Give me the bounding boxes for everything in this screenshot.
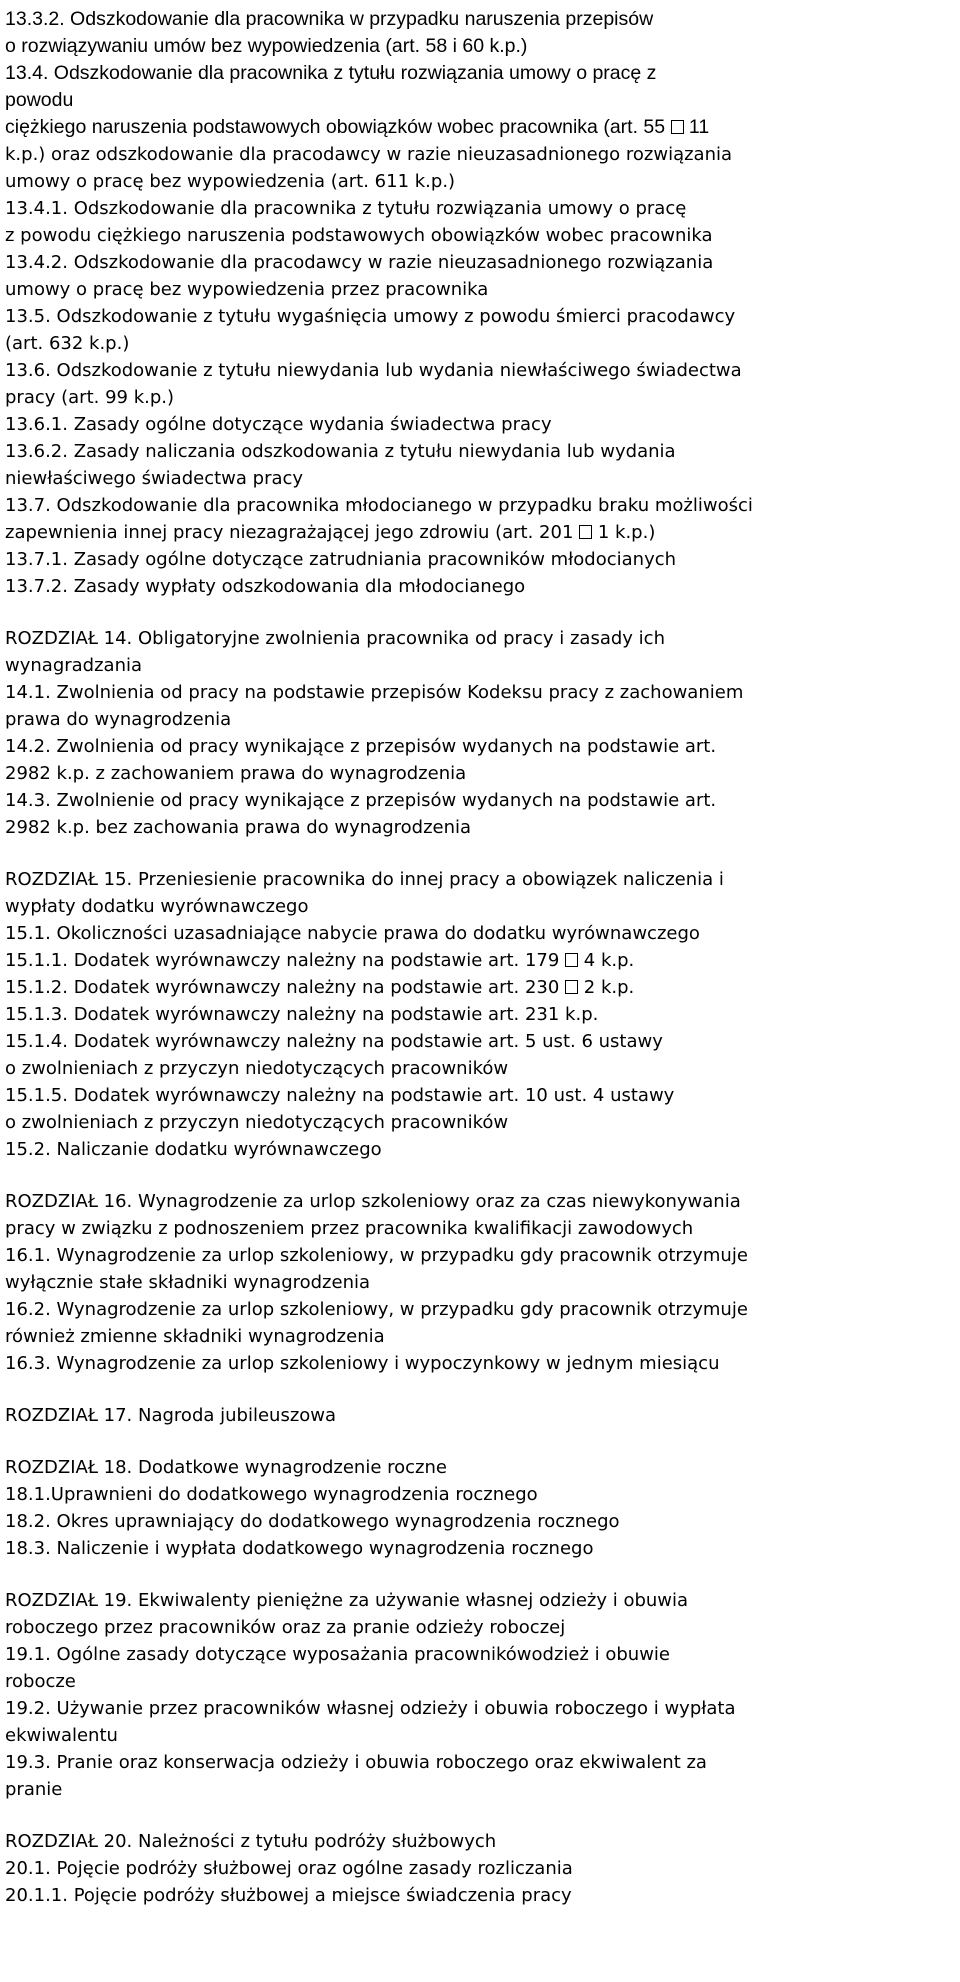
- toc-line-text: robocze: [5, 1671, 76, 1692]
- toc-line: [5, 141, 960, 168]
- toc-line-text: 20.1. Pojęcie podróży służbowej oraz ogólne zasady rozliczania: [5, 1858, 573, 1879]
- toc-line-text: ROZDZIAŁ 19. Ekwiwalenty pieniężne za używanie własnej odzieży i obuwia: [5, 1590, 689, 1611]
- toc-line: [5, 222, 960, 249]
- toc-line-text: 13.6.2. Zasady naliczania odszkodowania z tytułu niewydania lub wydania: [5, 441, 676, 462]
- toc-line: [5, 1402, 960, 1429]
- toc-line: [5, 249, 960, 276]
- toc-line-text: 15.1.2. Dodatek wyrównawczy należny na podstawie art. 230: [5, 977, 566, 998]
- toc-line-text-tail: 11: [683, 116, 710, 138]
- toc-line: [5, 411, 960, 438]
- toc-line-text: pranie: [5, 1779, 63, 1800]
- toc-line: [5, 947, 960, 974]
- toc-line-text: (art. 632 k.p.): [5, 333, 130, 354]
- toc-line-text: k.p.) oraz odszkodowanie dla pracodawcy w razie nieuzasadnionego rozwiązania: [5, 144, 733, 165]
- toc-line-text-tail: 4 k.p.: [578, 950, 635, 971]
- toc-line-text: ROZDZIAŁ 15. Przeniesienie pracownika do innej pracy a obowiązek naliczenia i: [5, 869, 724, 890]
- toc-line-text: 14.1. Zwolnienia od pracy na podstawie przepisów Kodeksu pracy z zachowaniem: [5, 682, 744, 703]
- toc-line: [5, 866, 960, 893]
- toc-line-text: roboczego przez pracowników oraz za pranie odzieży roboczej: [5, 1617, 566, 1638]
- toc-line-text: wyłącznie stałe składniki wynagrodzenia: [5, 1272, 371, 1293]
- toc-line-text: 13.7.1. Zasady ogólne dotyczące zatrudniania pracowników młodocianych: [5, 549, 677, 570]
- toc-line-text: ROZDZIAŁ 14. Obligatoryjne zwolnienia pracownika od pracy i zasady ich: [5, 628, 665, 649]
- toc-line-text: 16.3. Wynagrodzenie za urlop szkoleniowy i wypoczynkowy w jednym miesiącu: [5, 1353, 720, 1374]
- toc-line: [5, 60, 960, 87]
- toc-line: [5, 1535, 960, 1562]
- toc-line: [5, 1001, 960, 1028]
- toc-line-text: 20.1.1. Pojęcie podróży służbowej a miejsce świadczenia pracy: [5, 1885, 572, 1906]
- section-spacer: [5, 1803, 960, 1828]
- section-spacer: [5, 1377, 960, 1402]
- section-spacer: [5, 1429, 960, 1454]
- toc-line-text-tail: 2 k.p.: [578, 977, 635, 998]
- toc-line: [5, 1323, 960, 1350]
- toc-line-text: ciężkiego naruszenia podstawowych obowiązków wobec pracownika (art. 55: [5, 116, 671, 138]
- toc-line: [5, 276, 960, 303]
- toc-line-text: o zwolnieniach z przyczyn niedotyczących pracowników: [5, 1112, 509, 1133]
- toc-line: [5, 1695, 960, 1722]
- toc-line: [5, 33, 960, 60]
- toc-line: [5, 573, 960, 600]
- toc-line: [5, 114, 960, 141]
- section-spacer: [5, 600, 960, 625]
- toc-line-text: wypłaty dodatku wyrównawczego: [5, 896, 309, 917]
- toc-line-text: 15.1. Okoliczności uzasadniające nabycie prawa do dodatku wyrównawczego: [5, 923, 700, 944]
- toc-line-text: 14.3. Zwolnienie od pracy wynikające z przepisów wydanych na podstawie art.: [5, 790, 717, 811]
- toc-line: [5, 1109, 960, 1136]
- toc-line-text: zapewnienia innej pracy niezagrażającej jego zdrowiu (art. 201: [5, 522, 580, 543]
- toc-line-text: 18.1.Uprawnieni do dodatkowego wynagrodzenia rocznego: [5, 1484, 538, 1505]
- toc-line-text: 14.2. Zwolnienia od pracy wynikające z przepisów wydanych na podstawie art.: [5, 736, 717, 757]
- toc-line-text-tail: 1 k.p.): [592, 522, 656, 543]
- toc-line-text: powodu: [5, 89, 74, 111]
- toc-line: [5, 760, 960, 787]
- toc-line-text: 16.2. Wynagrodzenie za urlop szkoleniowy, w przypadku gdy pracownik otrzymuje: [5, 1299, 748, 1320]
- toc-line-text: 16.1. Wynagrodzenie za urlop szkoleniowy, w przypadku gdy pracownik otrzymuje: [5, 1245, 748, 1266]
- toc-line: [5, 357, 960, 384]
- section-spacer: [5, 1562, 960, 1587]
- toc-line: [5, 1882, 960, 1909]
- toc-line-text: 15.2. Naliczanie dodatku wyrównawczego: [5, 1139, 382, 1160]
- toc-line: [5, 1188, 960, 1215]
- toc-line-text: 19.2. Używanie przez pracowników własnej odzieży i obuwia roboczego i wypłata: [5, 1698, 736, 1719]
- toc-line: [5, 1242, 960, 1269]
- toc-line: [5, 1614, 960, 1641]
- toc-line-text: również zmienne składniki wynagrodzenia: [5, 1326, 385, 1347]
- toc-line-text: 15.1.1. Dodatek wyrównawczy należny na podstawie art. 179: [5, 950, 566, 971]
- toc-line-text: prawa do wynagrodzenia: [5, 709, 232, 730]
- toc-line-text: 13.4. Odszkodowanie dla pracownika z tytułu rozwiązania umowy o pracę z: [5, 62, 657, 84]
- toc-line: [5, 706, 960, 733]
- toc-line-text: 18.3. Naliczenie i wypłata dodatkowego wynagrodzenia rocznego: [5, 1538, 594, 1559]
- toc-line-text: o rozwiązywaniu umów bez wypowiedzenia (art. 58 i 60 k.p.): [5, 35, 528, 57]
- toc-line: [5, 1055, 960, 1082]
- toc-line: [5, 1269, 960, 1296]
- toc-line-text: o zwolnieniach z przyczyn niedotyczących pracowników: [5, 1058, 509, 1079]
- toc-line: [5, 1296, 960, 1323]
- toc-line: [5, 1481, 960, 1508]
- toc-line: [5, 519, 960, 546]
- toc-line: [5, 438, 960, 465]
- toc-line-text: 15.1.4. Dodatek wyrównawczy należny na podstawie art. 5 ust. 6 ustawy: [5, 1031, 663, 1052]
- toc-line: [5, 679, 960, 706]
- toc-line-text: ROZDZIAŁ 16. Wynagrodzenie za urlop szkoleniowy oraz za czas niewykonywania: [5, 1191, 741, 1212]
- toc-line-text: 15.1.5. Dodatek wyrównawczy należny na podstawie art. 10 ust. 4 ustawy: [5, 1085, 675, 1106]
- toc-line-text: 2982 k.p. z zachowaniem prawa do wynagrodzenia: [5, 763, 467, 784]
- toc-line-text: wynagradzania: [5, 655, 143, 676]
- missing-glyph-box-icon: [565, 953, 578, 967]
- toc-line: [5, 920, 960, 947]
- toc-line: [5, 195, 960, 222]
- toc-line: [5, 1776, 960, 1803]
- toc-line: [5, 6, 960, 33]
- toc-line-text: 2982 k.p. bez zachowania prawa do wynagrodzenia: [5, 817, 472, 838]
- toc-line-text: 13.3.2. Odszkodowanie dla pracownika w przypadku naruszenia przepisów: [5, 8, 654, 30]
- toc-line: [5, 1587, 960, 1614]
- toc-line: [5, 87, 960, 114]
- toc-line: [5, 974, 960, 1001]
- toc-line-text: 13.7.2. Zasady wypłaty odszkodowania dla młodocianego: [5, 576, 526, 597]
- toc-line: [5, 733, 960, 760]
- toc-line-text: 13.6. Odszkodowanie z tytułu niewydania lub wydania niewłaściwego świadectwa: [5, 360, 742, 381]
- toc-line-text: ROZDZIAŁ 20. Należności z tytułu podróży służbowych: [5, 1831, 497, 1852]
- toc-line-text: ROZDZIAŁ 17. Nagroda jubileuszowa: [5, 1405, 337, 1426]
- toc-line: [5, 1722, 960, 1749]
- section-spacer: [5, 1163, 960, 1188]
- toc-line-text: 13.6.1. Zasady ogólne dotyczące wydania świadectwa pracy: [5, 414, 552, 435]
- toc-line: [5, 1350, 960, 1377]
- toc-line: [5, 330, 960, 357]
- toc-line: [5, 652, 960, 679]
- toc-line: [5, 303, 960, 330]
- missing-glyph-box-icon: [579, 525, 592, 539]
- toc-line: [5, 787, 960, 814]
- toc-line: [5, 1641, 960, 1668]
- toc-line: [5, 1508, 960, 1535]
- toc-line: [5, 1749, 960, 1776]
- toc-line-text: pracy w związku z podnoszeniem przez pracownika kwalifikacji zawodowych: [5, 1218, 694, 1239]
- toc-line-text: 13.7. Odszkodowanie dla pracownika młodocianego w przypadku braku możliwości: [5, 495, 753, 516]
- toc-line: [5, 893, 960, 920]
- toc-line-text: umowy o pracę bez wypowiedzenia przez pracownika: [5, 279, 489, 300]
- toc-line-text: ROZDZIAŁ 18. Dodatkowe wynagrodzenie roczne: [5, 1457, 447, 1478]
- toc-line: [5, 814, 960, 841]
- toc-line-text: pracy (art. 99 k.p.): [5, 387, 175, 408]
- toc-line: [5, 1828, 960, 1855]
- toc-line: [5, 1454, 960, 1481]
- toc-line-text: umowy o pracę bez wypowiedzenia (art. 611 k.p.): [5, 171, 456, 192]
- toc-line: [5, 546, 960, 573]
- toc-line-text: 19.3. Pranie oraz konserwacja odzieży i obuwia roboczego oraz ekwiwalent za: [5, 1752, 707, 1773]
- toc-line-text: 18.2. Okres uprawniający do dodatkowego wynagrodzenia rocznego: [5, 1511, 620, 1532]
- toc-line: [5, 492, 960, 519]
- toc-line-text: 13.5. Odszkodowanie z tytułu wygaśnięcia umowy z powodu śmierci pracodawcy: [5, 306, 736, 327]
- toc-line-text: z powodu ciężkiego naruszenia podstawowych obowiązków wobec pracownika: [5, 225, 713, 246]
- missing-glyph-box-icon: [565, 980, 578, 994]
- toc-line: [5, 465, 960, 492]
- section-spacer: [5, 841, 960, 866]
- toc-line: [5, 1136, 960, 1163]
- toc-line-text: ekwiwalentu: [5, 1725, 118, 1746]
- toc-line-text: niewłaściwego świadectwa pracy: [5, 468, 304, 489]
- toc-line: [5, 625, 960, 652]
- toc-line: [5, 168, 960, 195]
- missing-glyph-box-icon: [671, 120, 684, 134]
- toc-line-text: 15.1.3. Dodatek wyrównawczy należny na podstawie art. 231 k.p.: [5, 1004, 599, 1025]
- toc-line-text: 13.4.2. Odszkodowanie dla pracodawcy w razie nieuzasadnionego rozwiązania: [5, 252, 714, 273]
- toc-line: [5, 384, 960, 411]
- toc-line: [5, 1668, 960, 1695]
- toc-line-text: 19.1. Ogólne zasady dotyczące wyposażania pracownikówodzież i obuwie: [5, 1644, 671, 1665]
- toc-line: [5, 1082, 960, 1109]
- toc-line-text: 13.4.1. Odszkodowanie dla pracownika z tytułu rozwiązania umowy o pracę: [5, 198, 687, 219]
- toc-line: [5, 1855, 960, 1882]
- toc-line: [5, 1028, 960, 1055]
- toc-line: [5, 1215, 960, 1242]
